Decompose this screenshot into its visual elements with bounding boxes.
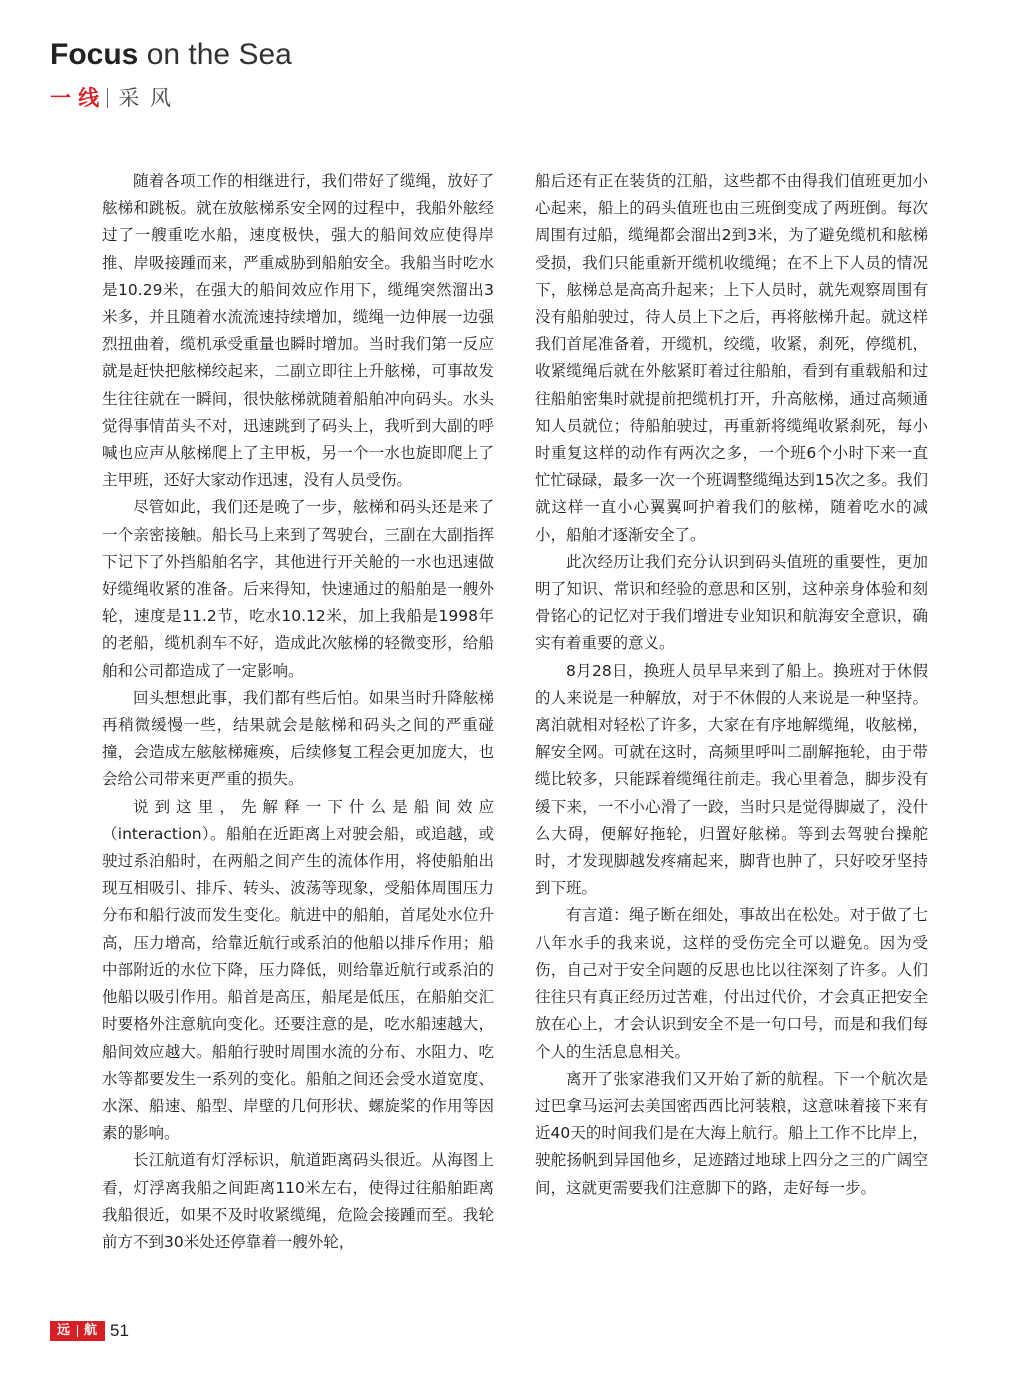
article-right-column — [535, 168, 928, 1202]
page-footer — [50, 1320, 129, 1342]
magazine-section-title — [50, 36, 292, 74]
article-paragraph: 此次经历让我们充分认识到码头值班的重要性，更加明了知识、常识和经验的意思和区别，这种亲身体验和刻骨铭心的记忆对于我们增进专业知识和航海安全意识，确实有着重要的意义。 — [535, 552, 928, 653]
article-paragraph: 尽管如此，我们还是晚了一步，舷梯和码头还是来了一个亲密接触。船长马上来到了驾驶台，三副在大副指挥下记下了外挡船舶名字，其他进行开关舱的一水也迅速做好缆绳收紧的准备。后来得知，快速通过的船舶是一艘外轮，速度是11.2节，吃水10.12米，加上我船是1998年的老船，缆机刹车不好，造成此次舷梯的轻微变形，给船舶和公司都造成了一定影响。 — [102, 498, 494, 680]
badge-left-char: 远 — [57, 1323, 72, 1338]
article-paragraph: 随着各项工作的相继进行，我们带好了缆绳，放好了舷梯和跳板。就在放舷梯系安全网的过程中，我船外舷经过了一艘重吃水船，速度极快，强大的船间效应使得岸推、岸吸接踵而来，严重威胁到船舶安全。我船当时吃水是10.29米，在强大的船间效应作用下，缆绳突然溜出3米多，并且随着水流流速持续增加，缆绳一边伸展一边强烈扭曲着，缆机承受重量也瞬时增加。当时我们第一反应就是赶快把舷梯绞起来，二副立即往上升舷梯，可事故发生往往就在一瞬间，很快舷梯就随着船舶冲向码头。水头觉得事情苗头不对，迅速跳到了码头上，我听到大副的呼喊也应声从舷梯爬上了主甲板，另一个一水也旋即爬上了主甲班，还好大家动作迅速，没有人员受伤。 — [102, 172, 494, 490]
magazine-badge — [50, 1321, 105, 1341]
subtitle-red-label: 一 线 — [50, 86, 100, 110]
article-paragraph: 有言道：绳子断在细处，事故出在松处。对于做了七八年水手的我来说，这样的受伤完全可以避免。因为受伤，自己对于安全问题的反思也比以往深刻了许多。人们往往只有真正经历过苦难，付出过代价，才会真正把安全放在心上，才会认识到安全不是一句口号，而是和我们每个人的生活息息相关。 — [535, 906, 928, 1061]
column-subtitle — [50, 84, 173, 112]
article-paragraph: 长江航道有灯浮标识，航道距离码头很近。从海图上看，灯浮离我船之间距离110米左右，使得过往船舶距离我船很近，如果不及时收紧缆绳，危险会接踵而至。我轮前方不到30米处还停靠着一艘外轮， — [102, 1151, 494, 1251]
article-paragraph: 离开了张家港我们又开始了新的航程。下一个航次是过巴拿马运河去美国密西西比河装粮，这意味着接下来有近40天的时间我们是在大海上航行。船上工作不比岸上，驶舵扬帆到异国他乡，足迹踏过地球上四分之三的广阔空间，这就更需要我们注意脚下的路，走好每一步。 — [535, 1069, 928, 1197]
title-bold-word: Focus — [50, 38, 139, 71]
page-number: 51 — [110, 1321, 129, 1340]
subtitle-gray-label: 采 风 — [118, 86, 173, 110]
article-left-column — [102, 168, 494, 1256]
article-paragraph: 回头想想此事，我们都有些后怕。如果当时升降舷梯再稍微缓慢一些，结果就会是舷梯和码头之间的严重碰撞，会造成左舷舷梯瘫痪，后续修复工程会更加庞大，也会给公司带来更严重的损失。 — [102, 688, 494, 789]
badge-right-char: 航 — [84, 1323, 99, 1338]
subtitle-divider — [107, 88, 108, 108]
article-paragraph: 8月28日，换班人员早早来到了船上。换班对于休假的人来说是一种解放，对于不休假的人来说是一种坚持。离泊就相对轻松了许多，大家在有序地解缆绳，收舷梯，解安全网。可就在这时，高频里呼叫二副解拖轮，由于带缆比较多，只能踩着缆绳往前走。我心里着急，脚步没有缓下来，一不小心滑了一跤，当时只是觉得脚崴了，没什么大碍，便解好拖轮，归置好舷梯。等到去驾驶台操舵时，才发现脚越发疼痛起来，脚背也肿了，只好咬牙坚持到下班。 — [535, 661, 928, 898]
article-paragraph: 船后还有正在装货的江船，这些都不由得我们值班更加小心起来，船上的码头值班也由三班倒变成了两班倒。每次周围有过船，缆绳都会溜出2到3米，为了避免缆机和舷梯受损，我们只能重新开缆机收缆绳；在不上下人员的情况下，舷梯总是高高升起来；上下人员时，就先观察周围有没有船舶驶过，待人员上下之后，再将舷梯升起。就这样我们首尾准备着，开缆机，绞缆，收紧，刹死，停缆机，收紧缆绳后就在外舷紧盯着过往船舶，看到有重载船和过往船舶密集时就提前把缆机打开，升高舷梯，通过高频通知人员就位；待船舶驶过，再重新将缆绳收紧刹死，每小时重复这样的动作有两次之多，一个班6个小时下来一直忙忙碌碌，最多一次一个班调整缆绳达到15次之多。我们就这样一直小心翼翼呵护着我们的舷梯，随着吃水的减小，船舶才逐渐安全了。 — [535, 172, 928, 544]
title-rest: on the Sea — [138, 38, 292, 71]
article-paragraph: 说到这里，先解释一下什么是船间效应（interaction）。船舶在近距离上对驶会船，或追越，或驶过系泊船时，在两船之间产生的流体作用，将使船舶出现互相吸引、排斥、转头、波荡等现象，受船体周围压力分布和船行波而发生变化。航进中的船舶，首尾处水位升高，压力增高，给靠近航行或系泊的他船以排斥作用；船中部附近的水位下降，压力降低，则给靠近航行或系泊的他船以吸引作用。船首是高压，船尾是低压，在船舶交汇时要格外注意航向变化。还要注意的是，吃水船速越大，船间效应越大。船舶行驶时周围水流的分布、水阻力、吃水等都要发生一系列的变化。船舶之间还会受水道宽度、水深、船速、船型、岸壁的几何形状、螺旋桨的作用等因素的影响。 — [102, 797, 494, 1143]
badge-divider — [77, 1325, 78, 1337]
